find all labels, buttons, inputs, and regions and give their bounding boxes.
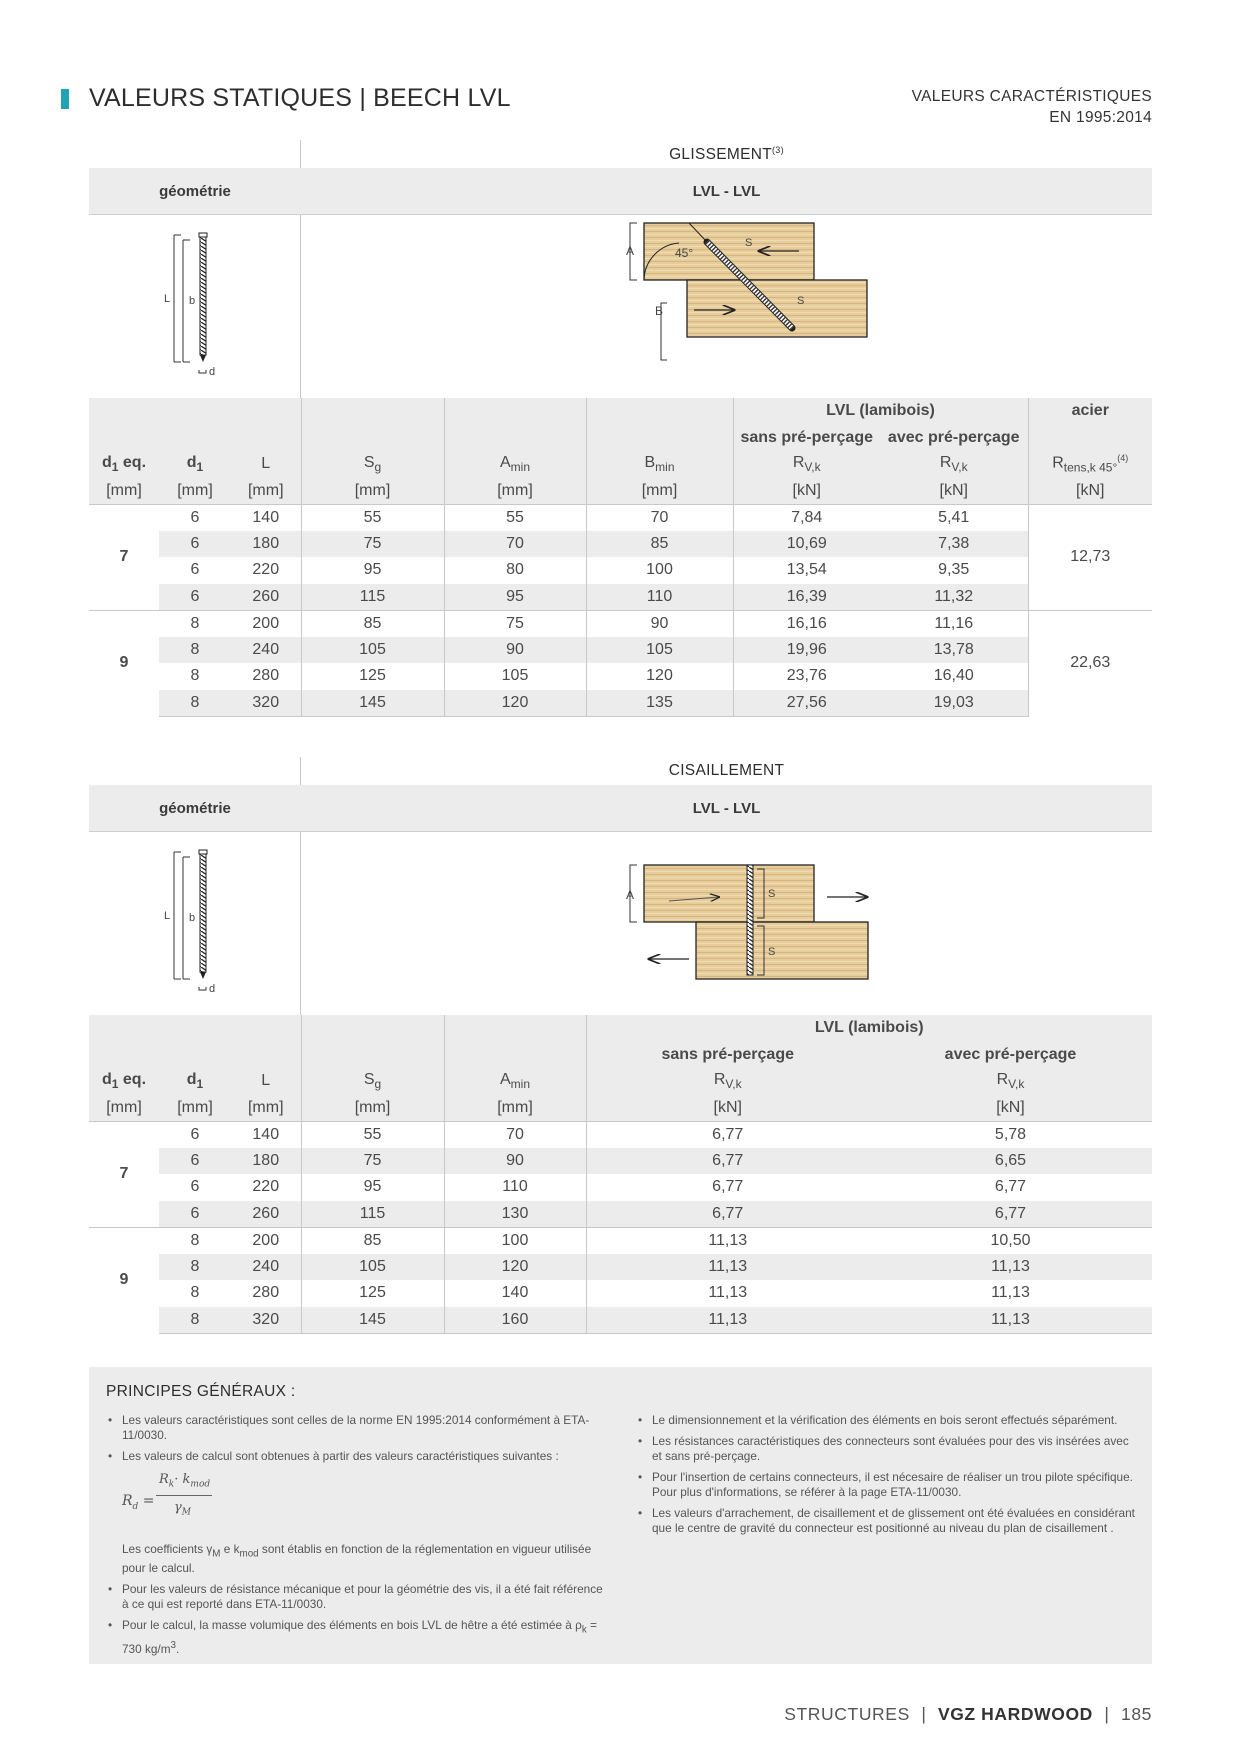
cell-sg: 115	[301, 1201, 444, 1228]
unit-r1: [kN]	[733, 478, 880, 505]
col-amin: $A_{min}$	[444, 1068, 586, 1095]
cell-d1: 6	[159, 1201, 231, 1228]
cell-r1: 6,77	[586, 1121, 869, 1148]
general-principles-box	[89, 1367, 1152, 1664]
cell-sg: 125	[301, 663, 444, 690]
cell-r2: 11,32	[880, 584, 1028, 611]
steel-label: acier	[1028, 398, 1152, 425]
cell-sg: 145	[301, 690, 444, 717]
label-d1: d	[209, 983, 216, 995]
vertical-screw	[747, 865, 753, 975]
col-rvk-1: $R_{V,k}$	[733, 451, 880, 478]
cell-bmin: 110	[586, 584, 733, 611]
cell-amin: 105	[444, 663, 586, 690]
cell-sg: 85	[301, 1227, 444, 1254]
cell-bmin: 135	[586, 690, 733, 717]
material-label: LVL - LVL	[692, 800, 761, 817]
cell-r2: 16,40	[933, 667, 974, 685]
cell-r1: 16,16	[733, 610, 880, 637]
cell-sg: 95	[301, 557, 444, 584]
cell-bmin: 105	[586, 637, 733, 664]
principle-item: • Les résistances caractéristiques des connecteurs sont évaluées pour des vis insérées avec et sans pré-perçage.	[636, 1434, 1136, 1464]
table-row	[89, 1280, 1152, 1307]
cell-L: 220	[252, 561, 280, 579]
cell-L: 260	[231, 1201, 301, 1228]
cell-amin: 110	[444, 1174, 586, 1201]
unit-amin: [mm]	[444, 478, 586, 505]
principle-item: • Les valeurs caractéristiques sont celles de la norme EN 1995:2014 conformément à ETA-11/0030.	[106, 1413, 608, 1443]
cell-r2: 11,13	[869, 1307, 1152, 1334]
cell-L: 200	[231, 610, 301, 637]
cell-d1: 6	[159, 1148, 231, 1175]
cell-amin: 140	[444, 1280, 586, 1307]
cell-sg: 75	[301, 531, 444, 558]
tens-note: (4)	[1117, 453, 1129, 464]
cell-r1: 11,13	[586, 1307, 869, 1334]
sliding-connection-drawing	[599, 218, 879, 378]
label-A: A	[626, 888, 635, 902]
cell-d1: 6	[190, 561, 200, 579]
table-row	[89, 1227, 1152, 1254]
group-d-eq: 7	[89, 504, 159, 610]
table-row	[89, 610, 1152, 637]
page-footer: STRUCTURES | VGZ HARDWOOD | 185	[784, 1704, 1152, 1724]
sliding-title-text: GLISSEMENT	[669, 146, 772, 163]
col-bmin: $B_{min}$	[586, 451, 733, 478]
cell-L: 180	[231, 531, 301, 558]
principles-left-column	[106, 1413, 608, 1663]
unit-d-eq: [mm]	[89, 1095, 159, 1122]
cell-r2: 6,77	[994, 1178, 1027, 1196]
cell-d1: 8	[159, 690, 231, 717]
col-rvk-1: $R_{V,k}$	[586, 1068, 869, 1095]
cell-r1: 13,54	[733, 557, 880, 584]
cell-amin: 130	[444, 1201, 586, 1228]
cell-d1: 8	[159, 1307, 231, 1334]
col-amin: $A_{min}$	[444, 451, 586, 478]
coef-text-a: Les coefficients	[122, 1542, 207, 1556]
shear-title: CISAILLEMENT	[668, 762, 785, 779]
unit-L: [mm]	[231, 1095, 301, 1122]
principle-item: • Les valeurs de calcul sont obtenues à partir des valeurs caractéristiques suivantes :	[106, 1449, 608, 1464]
cell-r1: 16,39	[733, 584, 880, 611]
shear-connection-drawing	[599, 855, 889, 995]
geometry-label: géométrie	[159, 800, 231, 817]
geometry-label: géométrie	[159, 183, 231, 200]
cell-r2: 6,65	[869, 1148, 1152, 1175]
cell-r2: 11,13	[991, 1284, 1030, 1302]
cell-d1: 8	[159, 610, 231, 637]
standard-line-1: VALEURS CARACTÉRISTIQUES	[911, 88, 1152, 105]
unit-d-eq: [mm]	[89, 478, 159, 505]
table-row	[89, 531, 1152, 558]
material-label: LVL - LVL	[692, 183, 761, 200]
cell-bmin: 100	[586, 557, 733, 584]
col-sg: $S_g$	[301, 451, 444, 478]
table-row	[89, 1307, 1152, 1334]
cell-L: 220	[252, 1178, 280, 1196]
coef-text-b: e	[220, 1542, 234, 1556]
cell-sg: 95	[301, 1174, 444, 1201]
shear-section	[89, 757, 1152, 1347]
cell-r2: 19,03	[880, 690, 1028, 717]
cell-L: 320	[231, 1307, 301, 1334]
cell-d1: 6	[159, 584, 231, 611]
cell-r1: 6,77	[586, 1174, 869, 1201]
cell-r2: 9,35	[938, 561, 970, 579]
cell-amin: 90	[444, 637, 586, 664]
upper-lvl-panel	[644, 865, 814, 922]
label-d1: d	[209, 366, 216, 378]
sliding-title	[301, 145, 1152, 164]
cell-sg: 75	[301, 1148, 444, 1175]
unit-d1: [mm]	[159, 1095, 231, 1122]
table-row	[89, 504, 1152, 531]
title-accent-bar	[61, 89, 69, 109]
sliding-title-note: (3)	[772, 145, 784, 155]
col-rvk-2: $R_{V,k}$	[880, 451, 1028, 478]
table-row	[89, 663, 1152, 690]
cell-amin: 120	[444, 1254, 586, 1281]
cell-r1: 23,76	[733, 663, 880, 690]
unit-rt: [kN]	[1028, 478, 1152, 505]
cell-sg: 105	[301, 637, 444, 664]
cell-d1: 8	[190, 667, 200, 685]
unit-sg: [mm]	[301, 1095, 444, 1122]
cell-r2: 10,50	[869, 1227, 1152, 1254]
cell-r1: 6,77	[586, 1148, 869, 1175]
cell-r1: 11,13	[586, 1227, 869, 1254]
cell-r1: 10,69	[733, 531, 880, 558]
table-row	[89, 584, 1152, 611]
standard-line-2: EN 1995:2014	[1049, 109, 1152, 126]
col-d-eq: $d_1$ eq.	[89, 451, 159, 478]
cell-L: 260	[231, 584, 301, 611]
sliding-table	[89, 398, 1152, 717]
cell-sg: 115	[301, 584, 444, 611]
cell-r1: 27,56	[733, 690, 880, 717]
cell-amin: 80	[444, 557, 586, 584]
screw-geometry-drawing	[159, 847, 249, 997]
cell-amin: 160	[444, 1307, 586, 1334]
cell-r1: 6,77	[586, 1201, 869, 1228]
table-row	[89, 1121, 1152, 1148]
cell-r1: 19,96	[733, 637, 880, 664]
unit-d1: [mm]	[159, 478, 231, 505]
cell-L: 240	[231, 1254, 301, 1281]
cell-sg: 55	[301, 504, 444, 531]
sliding-group-label: LVL (lamibois)	[733, 398, 1028, 425]
coefficients-note: Les coefficients $\gamma_M$ e $k_{mod}$ sont établis en fonction de la réglementation en vigueur utilisée pour le calcul.	[122, 1542, 592, 1576]
cell-L: 280	[252, 1284, 280, 1302]
label-b: b	[189, 912, 196, 924]
lower-lvl-panel	[696, 922, 868, 979]
shear-header-bar	[89, 785, 1152, 832]
sg-label-bottom: S	[797, 295, 805, 307]
unit-r2: [kN]	[869, 1095, 1152, 1122]
sg-label-top: S	[745, 237, 753, 249]
table-row	[89, 1201, 1152, 1228]
principles-right-column	[636, 1413, 1136, 1542]
table-row	[89, 557, 1152, 584]
col-d1: $d_1$	[159, 1068, 231, 1095]
screw-head	[199, 233, 207, 237]
cell-sg: 105	[301, 1254, 444, 1281]
group-d-eq: 9	[89, 610, 159, 716]
cell-bmin: 70	[586, 504, 733, 531]
sliding-section	[89, 140, 1152, 730]
cell-L: 280	[252, 667, 280, 685]
sub-no-predrill: sans pré-perçage	[586, 1042, 869, 1069]
cell-L: 320	[231, 690, 301, 717]
cell-amin: 100	[444, 1227, 586, 1254]
group-d-eq: 7	[89, 1121, 159, 1227]
sg-label-bottom: S	[768, 946, 776, 958]
label-L: L	[164, 293, 171, 305]
design-value-formula: $R_d$ = $R_k\cdot k_{mod}$ $\gamma_M$	[122, 1472, 211, 1518]
cell-rtens: 22,63	[1028, 610, 1152, 716]
screw-thread	[200, 237, 206, 355]
standard-reference	[912, 86, 1152, 128]
table-row	[89, 1174, 1152, 1201]
table-row	[89, 690, 1152, 717]
group-d-eq: 9	[89, 1227, 159, 1333]
principle-item: • Pour l'insertion de certains connecteurs, il est nécesaire de réaliser un trou pilote spécifique. Pour plus d'informations, se référer à la page ETA-11/0030.	[636, 1470, 1136, 1500]
label-B: B	[655, 304, 664, 318]
cell-sg: 145	[301, 1307, 444, 1334]
cell-L: 180	[231, 1148, 301, 1175]
unit-L: [mm]	[231, 478, 301, 505]
sg-label-top: S	[768, 888, 776, 900]
cell-r2: 11,16	[880, 610, 1028, 637]
sub-predrill: avec pré-perçage	[869, 1042, 1152, 1069]
principle-item: • Pour les valeurs de résistance mécanique et pour la géométrie des vis, il a été fait référence à ce qui est reporté dans ETA-11/0030.	[106, 1582, 608, 1612]
label-b: b	[189, 295, 196, 307]
principle-item: • Le dimensionnement et la vérification des éléments en bois seront effectués séparément.	[636, 1413, 1136, 1428]
cell-amin: 95	[444, 584, 586, 611]
col-rvk-2: $R_{V,k}$	[869, 1068, 1152, 1095]
sub-no-predrill: sans pré-perçage	[733, 425, 880, 452]
page-title: VALEURS STATIQUES | BEECH LVL	[89, 84, 511, 112]
cell-d1: 8	[190, 1284, 200, 1302]
cell-amin: 75	[444, 610, 586, 637]
cell-d1: 8	[159, 637, 231, 664]
label-L: L	[164, 910, 171, 922]
footer-section: STRUCTURES	[784, 1704, 910, 1724]
label-A: A	[626, 244, 635, 258]
col-sg: $S_g$	[301, 1068, 444, 1095]
cell-r1: 11,13	[586, 1254, 869, 1281]
sliding-header-bar	[89, 168, 1152, 215]
shear-group-label: LVL (lamibois)	[586, 1015, 1152, 1042]
col-d1: $d_1$	[159, 451, 231, 478]
screw-head	[199, 850, 207, 854]
col-rtens: $R_{tens,k 45^\circ}^{(4)}$	[1028, 451, 1152, 478]
cell-d1: 6	[190, 1178, 200, 1196]
cell-sg: 125	[301, 1280, 444, 1307]
screw-thread	[200, 854, 206, 972]
density-text-b: = 730 kg/m	[122, 1618, 597, 1656]
cell-r2: 5,41	[880, 504, 1028, 531]
cell-r2: 11,13	[869, 1254, 1152, 1281]
cell-sg: 55	[301, 1121, 444, 1148]
density-text-a: Pour le calcul, la masse volumique des éléments en bois LVL de hêtre a été estimée à	[122, 1618, 576, 1633]
col-L: L	[231, 1068, 301, 1095]
cell-d1: 8	[159, 1227, 231, 1254]
principles-title: PRINCIPES GÉNÉRAUX :	[106, 1383, 296, 1400]
shear-table	[89, 1015, 1152, 1334]
unit-sg: [mm]	[301, 478, 444, 505]
cell-d1: 6	[159, 531, 231, 558]
cell-r1: 7,84	[733, 504, 880, 531]
cell-sg: 85	[301, 610, 444, 637]
cell-bmin: 120	[586, 663, 733, 690]
col-d-eq: $d_1$ eq.	[89, 1068, 159, 1095]
sub-predrill: avec pré-perçage	[880, 425, 1028, 452]
table-row	[89, 1148, 1152, 1175]
cell-L: 240	[231, 637, 301, 664]
cell-d1: 8	[159, 1254, 231, 1281]
table-row	[89, 637, 1152, 664]
unit-bmin: [mm]	[586, 478, 733, 505]
unit-r2: [kN]	[880, 478, 1028, 505]
angle-label: 45°	[675, 246, 694, 260]
page-number: 185	[1121, 1704, 1152, 1724]
col-L: L	[231, 451, 301, 478]
unit-r1: [kN]	[586, 1095, 869, 1122]
cell-d1: 6	[159, 504, 231, 531]
cell-amin: 90	[444, 1148, 586, 1175]
cell-r2: 7,38	[880, 531, 1028, 558]
coef-text-c: sont établis en fonction de la réglementation en vigueur utilisée pour le calcul.	[122, 1542, 592, 1576]
cell-r2: 13,78	[880, 637, 1028, 664]
cell-r1: 11,13	[586, 1280, 869, 1307]
principle-item: • Les valeurs d'arrachement, de cisaillement et de glissement ont été évaluées en considérant que le centre de gravité du connecteur est positionné au niveau du plan de cisaillement .	[636, 1506, 1136, 1536]
cell-bmin: 85	[586, 531, 733, 558]
cell-r2: 6,77	[869, 1201, 1152, 1228]
cell-L: 200	[231, 1227, 301, 1254]
cell-rtens: 12,73	[1028, 504, 1152, 610]
footer-product: VGZ HARDWOOD	[937, 1704, 1093, 1724]
cell-amin: 120	[444, 690, 586, 717]
screw-geometry-drawing	[159, 230, 249, 380]
cell-amin: 70	[444, 531, 586, 558]
cell-amin: 55	[444, 504, 586, 531]
cell-amin: 70	[444, 1121, 586, 1148]
cell-r2: 5,78	[869, 1121, 1152, 1148]
cell-L: 140	[231, 504, 301, 531]
principle-item: • Pour le calcul, la masse volumique des éléments en bois LVL de hêtre a été estimée à $\rho_k = 730$ $kg/m^3$.	[106, 1618, 608, 1656]
cell-L: 140	[231, 1121, 301, 1148]
cell-d1: 6	[159, 1121, 231, 1148]
cell-bmin: 90	[586, 610, 733, 637]
unit-amin: [mm]	[444, 1095, 586, 1122]
table-row	[89, 1254, 1152, 1281]
